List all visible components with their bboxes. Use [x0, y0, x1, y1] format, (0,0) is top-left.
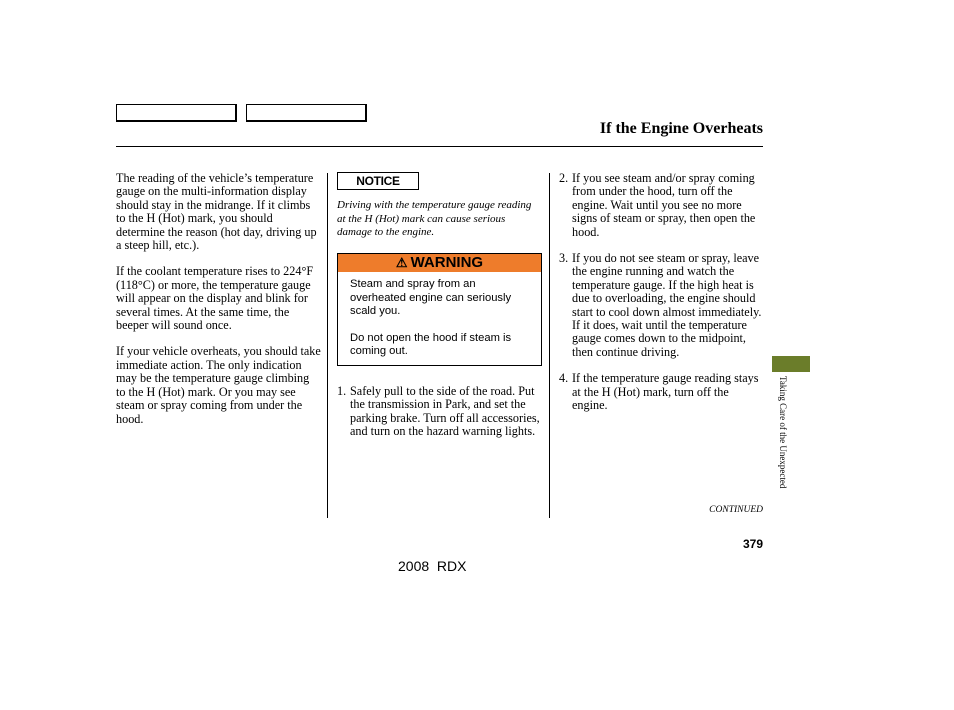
nav-button-1[interactable]: [116, 104, 237, 122]
footer-model: 2008 RDX: [398, 558, 467, 574]
paragraph: The reading of the vehicle’s temperature gauge on the multi-information display should stay in the midrange. If it climbs to the H (Hot) mark, you should determine the reason (hot day, driving up a steep hill, etc.).: [116, 171, 317, 253]
step-item: [559, 172, 767, 239]
paragraph: If the coolant temperature rises to 224°F (118°C) or more, the temperature gauge will appear on the display and blink for several times. At the same time, the beeper will sound once.: [116, 264, 314, 333]
step-item: [337, 385, 542, 439]
notice-badge: NOTICE: [337, 172, 419, 190]
warning-box: [337, 253, 542, 366]
column-divider-2: [549, 173, 550, 518]
page-number: 379: [742, 537, 763, 551]
step-number: 4.: [559, 371, 569, 386]
warning-paragraph: Steam and spray from an overheated engine can seriously scald you.: [350, 278, 512, 317]
column-3: [559, 172, 767, 426]
notice-text: Driving with the temperature gauge reading at the H (Hot) mark can cause serious damage to the engine.: [337, 199, 532, 238]
paragraph: If your vehicle overheats, you should take immediate action. The only indication may be the temperature gauge climbing to the H (Hot) mark. Or you may see steam or spray coming from under the hood.: [116, 344, 321, 426]
column-2-steps: [337, 385, 542, 452]
warning-header: [338, 254, 541, 272]
step-text: If you see steam and/or spray coming from under the hood, turn off the engine. Wait until you see no more signs of steam or spray, then open the hood.: [572, 171, 756, 239]
column-divider-1: [327, 173, 328, 518]
step-number: 3.: [559, 251, 569, 266]
step-number: 2.: [559, 171, 569, 185]
step-text: Safely pull to the side of the road. Put the transmission in Park, and set the parking brake. Turn off all accessories, and turn on the hazard warning lights.: [350, 384, 540, 439]
warning-label: WARNING: [410, 254, 484, 271]
step-item: [559, 252, 767, 359]
page-title: If the Engine Overheats: [599, 120, 763, 137]
continued-label: CONTINUED: [709, 505, 763, 515]
column-1: [116, 172, 321, 439]
warning-paragraph: Do not open the hood if steam is coming out.: [350, 331, 512, 357]
warning-triangle-icon: ⚠: [395, 255, 408, 270]
step-text: If the temperature gauge reading stays at the H (Hot) mark, turn off the engine.: [572, 371, 759, 413]
section-tab: [772, 356, 810, 372]
warning-body: [338, 272, 541, 359]
step-item: [559, 372, 767, 412]
title-rule: [116, 146, 763, 147]
nav-button-2[interactable]: [246, 104, 367, 122]
step-number: 1.: [337, 384, 347, 398]
section-label: Taking Care of the Unexpected: [778, 376, 788, 489]
step-text: If you do not see steam or spray, leave the engine running and watch the temperature gauge. If the high heat is due to overloading, the engine should start to cool down almost immediately. If it does, wait until the temperature gauge comes down to the midpoint, then continue driving.: [572, 251, 762, 359]
